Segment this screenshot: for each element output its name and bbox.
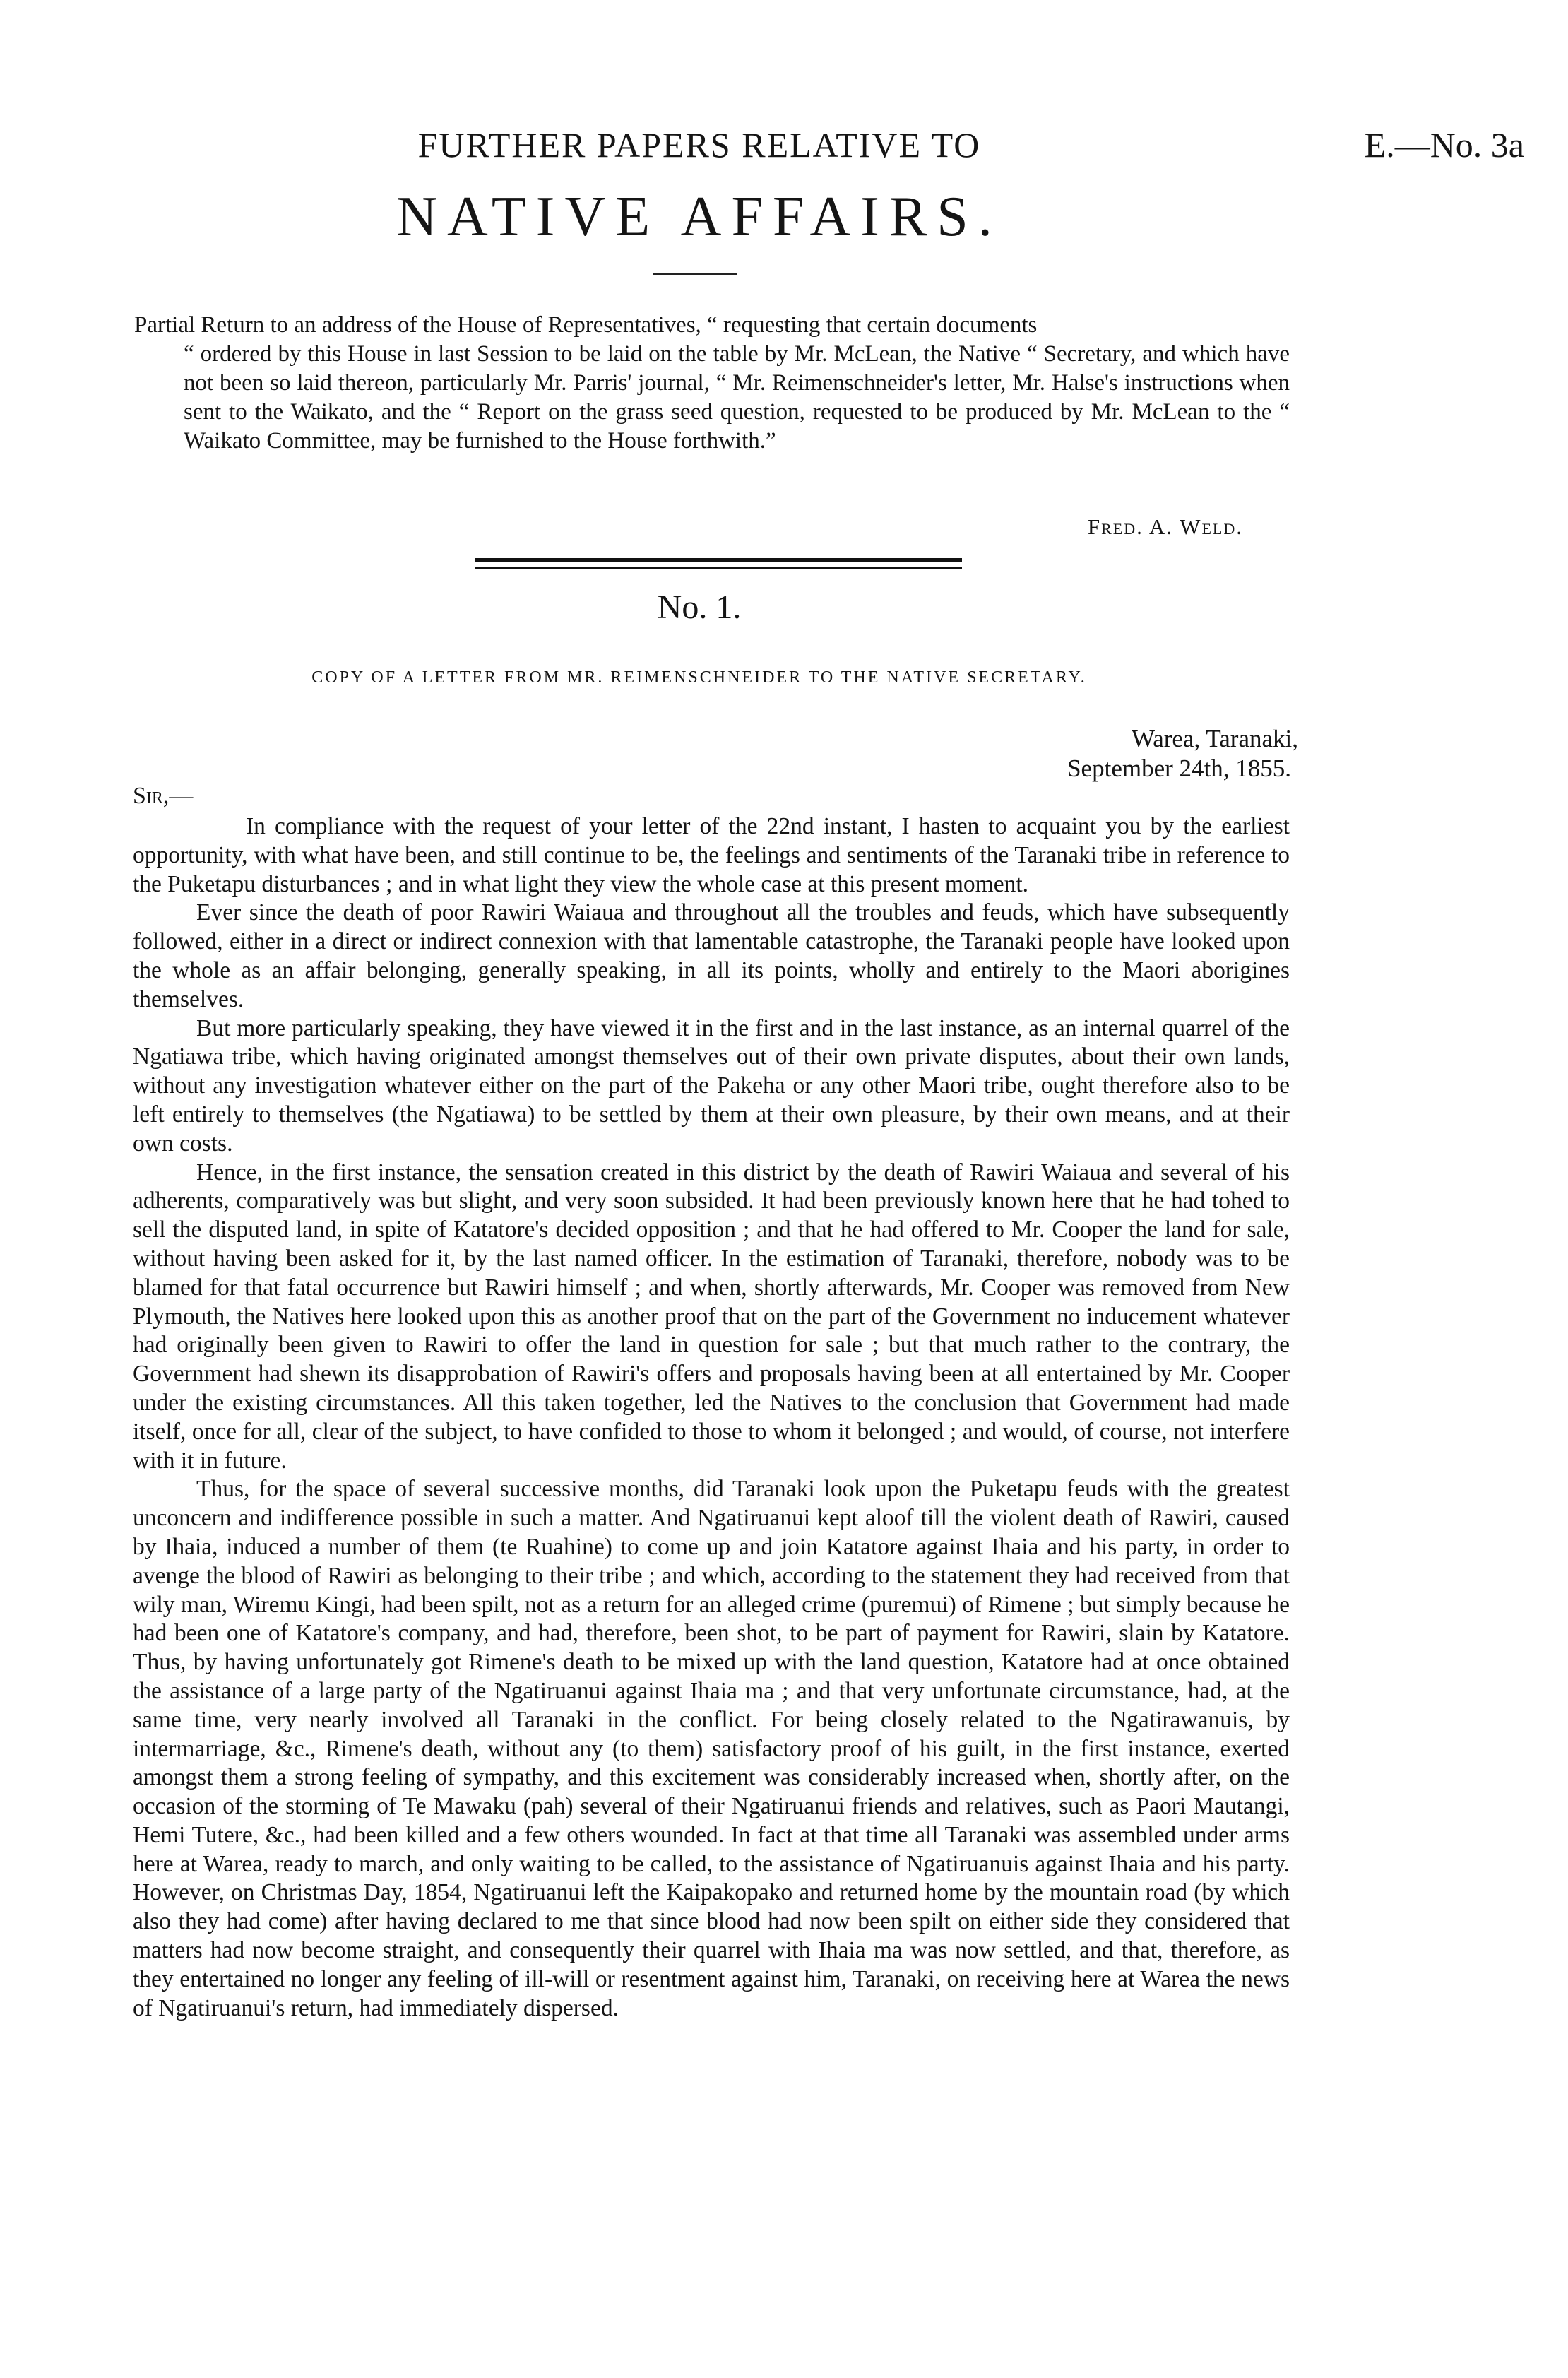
intro-continuation: “ ordered by this House in last Session to be laid on the table by Mr. McLean, the Native “ Secretary, and which have not been so laid thereon, particularly Mr. Parris' journal, “ Mr. Reimenschneider's letter, Mr. Halse's instructions when sent to the Waikato, and the “ Report on the grass seed question, requested to be produced by Mr. McLean to the “ Waikato Committee, may be furnished to the House forthwith.” [184, 341, 1290, 454]
paragraph: Thus, for the space of several successive months, did Taranaki look upon the Puketapu feuds with the greatest unconcern and indifference possible in such a matter. And Ngatiruanui kept aloof till the violent death of Rawiri, caused by Ihaia, induced a number of them (te Ruahine) to come up and join Katatore against Ihaia and his party, in order to avenge the blood of Rawiri as belonging to their tribe ; and which, according to the statement they had received from that wily man, Wiremu Kingi, had been spilt, not as a return for an alleged crime (puremui) of Rimene ; but simply because he had been one of Katatore's company, and had, therefore, been shot, to be part of payment for Rawiri, slain by Katatore. Thus, by having unfortunately got Rimene's death to be mixed up with the land question, Katatore had at once obtained the assistance of a large party of the Ngatiruanui against Ihaia ma ; and that very unfortunate circumstance, had, at the same time, very nearly involved all Taranaki in the conflict. For being closely related to the Ngatirawanuis, by intermarriage, &c., Rimene's death, without any (to them) satisfactory proof of his guilt, in the first instance, exerted amongst them a strong feeling of sympathy, and this excitement was considerably increased when, shortly after, on the occasion of the storming of Te Mawaku (pah) several of their Ngatiruanui friends and relatives, such as Paori Mautangi, Hemi Tutere, &c., had been killed and a few others wounded. In fact at that time all Taranaki was assembled under arms here at Warea, ready to march, and only waiting to be called, to the assistance of Ngatiruanuis against Ihaia and his party. However, on Christmas Day, 1854, Ngatiruanui left the Kaipakopako and returned home by the mountain road (by which also they had come) after having declared to me that since blood had now been spilt on either side they considered that matters had now become straight, and consequently their quarrel with Ihaia ma was now settled, and that, therefore, as they entertained no longer any feeling of ill-will or resentment against him, Taranaki, on receiving here at Warea the news of Ngatiruanui's return, had immediately dispersed. [133, 1476, 1290, 2021]
paragraph: But more particularly speaking, they have viewed it in the first and in the last instance, as an internal quarrel of the Ngatiawa tribe, which having originated amongst themselves out of their own private disputes, about their own lands, without any investigation whatever either on the part of the Pakeha or any other Maori tribe, ought therefore also to be left entirely to themselves (the Ngatiawa) to be settled by them at their own pleasure, by their own means, and at their own costs. [133, 1015, 1290, 1157]
letter-date: September 24th, 1855. [1067, 755, 1291, 782]
letter-body [133, 812, 1290, 2023]
paragraph: In compliance with the request of your letter of the 22nd instant, I hasten to acquaint you by the earliest opportunity, with what have been, and still continue to be, the feelings and sentiments of the Taranaki tribe in reference to the Puketapu disturbances ; and in what light they view the whole case at this present moment. [133, 813, 1290, 897]
section-divider [475, 558, 962, 569]
title-divider [653, 273, 737, 275]
paragraph: Ever since the death of poor Rawiri Waiaua and throughout all the troubles and feuds, which have subsequently followed, either in a direct or indirect connexion with that lamentable catastrophe, the Taranaki people have looked upon the whole as an affair belonging, generally speaking, in all its points, wholly and entirely to the Maori aborigines themselves. [133, 899, 1290, 1012]
paper-reference: E.—No. 3a [1364, 125, 1524, 165]
intro-paragraph [134, 311, 1290, 456]
document-number: No. 1. [657, 588, 742, 626]
letter-place: Warea, Taranaki, [1131, 725, 1298, 752]
series-title: FURTHER PAPERS RELATIVE TO [417, 125, 981, 165]
intro-first-line: Partial Return to an address of the House of Representatives, “ requesting that certain documents [134, 312, 1038, 338]
document-caption: COPY OF A LETTER FROM MR. REIMENSCHNEIDER TO THE NATIVE SECRETARY. [311, 668, 1087, 687]
letter-salutation: Sir,— [133, 783, 194, 809]
signature: Fred. A. Weld. [1087, 514, 1243, 539]
paragraph: Hence, in the first instance, the sensation created in this district by the death of Rawiri Waiaua and several of his adherents, comparatively was but slight, and very soon subsided. It had been previously known here that he had tohed to sell the disputed land, in spite of Katatore's decided opposition ; and that he had offered to Mr. Cooper the land for sale, without having been asked for it, by the last named officer. In the estimation of Taranaki, therefore, nobody was to be blamed for that fatal occurrence but Rawiri himself ; and when, shortly afterwards, Mr. Cooper was removed from New Plymouth, the Natives here looked upon this as another proof that on the part of the Government no inducement whatever had originally been given to Rawiri to offer the land in question for sale ; but that much rather to the contrary, the Government had shewn its disapprobation of Rawiri's offers and proposals having been at all entertained by Mr. Cooper under the existing circumstances. All this taken together, led the Natives to the conclusion that Government had made itself, once for all, clear of the subject, to have confided to those to whom it belonged ; and would, of course, not interfere with it in future. [133, 1159, 1290, 1474]
main-title: NATIVE AFFAIRS. [396, 186, 1002, 248]
